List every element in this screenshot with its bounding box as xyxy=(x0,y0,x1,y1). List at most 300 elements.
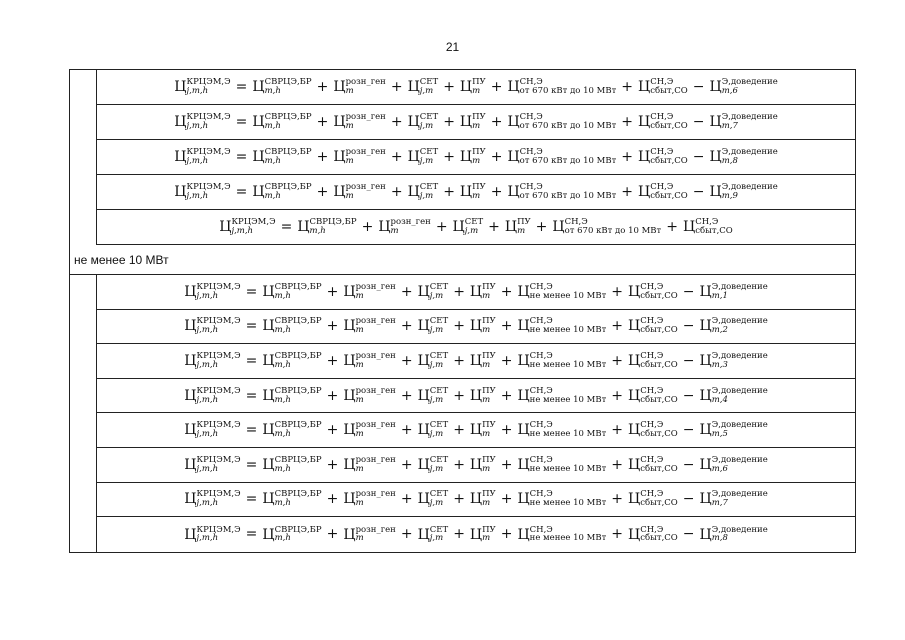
price-rozn-gen xyxy=(343,387,395,405)
price-formula xyxy=(174,148,777,166)
price-dovedenie-base: Ц xyxy=(709,184,722,200)
plus-sign: + xyxy=(400,318,413,335)
price-svrc-subscript: m,h xyxy=(274,359,291,370)
plus-sign: + xyxy=(500,491,513,508)
price-lhs-base: Ц xyxy=(174,149,187,165)
price-dovedenie xyxy=(700,283,768,301)
price-rozn-gen xyxy=(343,490,395,508)
price-sn-subscript: от 670 кВт до 10 МВт xyxy=(519,86,617,96)
price-dovedenie xyxy=(710,78,778,96)
price-rozn-gen-subscript: m xyxy=(345,121,354,131)
price-lhs-base: Ц xyxy=(174,114,187,130)
price-dovedenie-base: Ц xyxy=(699,526,712,543)
plus-sign: + xyxy=(500,318,513,335)
price-dovedenie xyxy=(700,526,768,544)
price-lhs-superscript: КРЦЭМ,Э xyxy=(196,454,241,465)
page-number: 21 xyxy=(445,40,460,54)
minus-sign: − xyxy=(692,79,705,95)
price-svrc-base: Ц xyxy=(262,491,275,508)
price-rozn-gen-superscript: розн_ген xyxy=(345,77,386,88)
price-rozn-gen xyxy=(343,421,395,439)
price-dovedenie-base: Ц xyxy=(699,318,712,335)
price-set-base: Ц xyxy=(407,114,420,130)
price-sn xyxy=(552,218,661,236)
price-sbyt xyxy=(638,113,688,131)
price-sn xyxy=(517,490,606,508)
price-svrc-subscript: m,h xyxy=(264,156,281,166)
price-lhs-subscript: j,m,h xyxy=(186,191,209,201)
price-rozn-gen-subscript: m xyxy=(390,226,399,236)
price-sbyt-base: Ц xyxy=(628,526,641,543)
price-formula xyxy=(184,352,767,370)
formula-row xyxy=(97,413,855,448)
price-set-subscript: j,m xyxy=(464,226,479,236)
price-lhs-superscript: КРЦЭМ,Э xyxy=(196,524,241,535)
price-sbyt-superscript: СН,Э xyxy=(640,385,664,396)
price-rozn-gen-subscript: m xyxy=(345,86,354,96)
price-svrc xyxy=(262,387,321,405)
price-set-subscript: j,m xyxy=(429,290,444,301)
price-sbyt-subscript: сбыт,СО xyxy=(650,121,688,131)
price-set-base: Ц xyxy=(452,219,465,235)
price-dovedenie xyxy=(700,317,768,335)
price-lhs-superscript: КРЦЭМ,Э xyxy=(196,420,241,431)
price-pu-superscript: ПУ xyxy=(482,454,496,465)
price-sn-base: Ц xyxy=(507,184,520,200)
price-lhs xyxy=(184,490,240,508)
price-sn-subscript: не менее 10 МВт xyxy=(529,290,607,301)
price-rozn-gen-base: Ц xyxy=(343,283,356,300)
price-sbyt-base: Ц xyxy=(638,79,651,95)
price-pu-subscript: m xyxy=(472,121,481,131)
price-lhs-subscript: j,m,h xyxy=(196,359,219,370)
plus-sign: + xyxy=(390,149,403,165)
plus-sign: + xyxy=(453,456,465,473)
price-set xyxy=(408,183,439,201)
price-sbyt-base: Ц xyxy=(628,318,641,335)
formula-row xyxy=(97,344,855,379)
plus-sign: + xyxy=(490,184,503,200)
price-rozn-gen xyxy=(343,283,395,301)
price-lhs-subscript: j,m,h xyxy=(196,498,219,509)
plus-sign: + xyxy=(500,283,513,300)
price-pu xyxy=(470,387,496,405)
price-sbyt-subscript: сбыт,СО xyxy=(650,191,688,201)
price-dovedenie xyxy=(710,148,778,166)
price-svrc-subscript: m,h xyxy=(264,86,281,96)
price-lhs-superscript: КРЦЭМ,Э xyxy=(186,182,231,193)
equals-sign: = xyxy=(245,352,258,369)
plus-sign: + xyxy=(453,318,465,335)
price-svrc-base: Ц xyxy=(252,184,265,200)
formula-row xyxy=(97,70,855,105)
price-sbyt-subscript: сбыт,СО xyxy=(650,156,688,166)
price-svrc-base: Ц xyxy=(262,422,275,439)
price-dovedenie-superscript: Э,доведение xyxy=(711,281,768,292)
price-sbyt-subscript: сбыт,СО xyxy=(640,429,678,440)
formula-row xyxy=(97,275,855,310)
price-sbyt xyxy=(628,421,678,439)
price-pu-subscript: m xyxy=(482,325,491,336)
price-rozn-gen xyxy=(333,113,385,131)
price-lhs-subscript: j,m,h xyxy=(186,156,209,166)
plus-sign: + xyxy=(611,456,624,473)
price-sn xyxy=(517,317,606,335)
price-set-subscript: j,m xyxy=(429,359,444,370)
price-rozn-gen xyxy=(333,183,385,201)
price-sn-superscript: СН,Э xyxy=(529,420,553,431)
price-rozn-gen-base: Ц xyxy=(343,526,356,543)
plus-sign: + xyxy=(390,114,403,130)
price-svrc-base: Ц xyxy=(262,352,275,369)
price-dovedenie xyxy=(710,183,778,201)
price-sbyt-superscript: СН,Э xyxy=(640,524,664,535)
price-rozn-gen xyxy=(343,526,395,544)
price-formula xyxy=(184,456,767,474)
plus-sign: + xyxy=(500,422,513,439)
price-rozn-gen-subscript: m xyxy=(355,498,364,509)
price-pu-superscript: ПУ xyxy=(472,182,486,193)
price-set xyxy=(408,113,439,131)
price-dovedenie-subscript: m,8 xyxy=(721,156,738,166)
price-lhs-subscript: j,m,h xyxy=(196,290,219,301)
price-set-superscript: СЕТ xyxy=(429,524,449,535)
equals-sign: = xyxy=(280,219,293,235)
price-rozn-gen xyxy=(343,352,395,370)
price-svrc xyxy=(252,78,311,96)
formula-row xyxy=(97,379,855,414)
plus-sign: + xyxy=(611,422,624,439)
price-pu-superscript: ПУ xyxy=(482,351,496,362)
price-sbyt-subscript: сбыт,СО xyxy=(640,463,678,474)
price-dovedenie xyxy=(700,456,768,474)
price-pu-subscript: m xyxy=(472,191,481,201)
price-set xyxy=(418,387,449,405)
price-sbyt xyxy=(628,283,678,301)
price-dovedenie-subscript: m,2 xyxy=(711,325,728,336)
price-dovedenie-superscript: Э,доведение xyxy=(711,420,768,431)
price-lhs-superscript: КРЦЭМ,Э xyxy=(186,147,231,158)
price-formula xyxy=(184,387,767,405)
price-pu-subscript: m xyxy=(482,359,491,370)
price-set-superscript: СЕТ xyxy=(419,112,439,123)
price-rozn-gen-base: Ц xyxy=(343,491,356,508)
price-pu-subscript: m xyxy=(482,394,491,405)
price-dovedenie xyxy=(710,113,778,131)
formula-row xyxy=(97,448,855,483)
price-sn-superscript: СН,Э xyxy=(529,454,553,465)
price-sbyt xyxy=(628,490,678,508)
price-sbyt xyxy=(683,218,733,236)
price-set-superscript: СЕТ xyxy=(429,385,449,396)
price-sbyt xyxy=(628,456,678,474)
price-dovedenie-superscript: Э,доведение xyxy=(711,351,768,362)
price-formula xyxy=(184,317,767,335)
price-set-superscript: СЕТ xyxy=(429,316,449,327)
price-svrc-superscript: СВРЦЭ,БР xyxy=(274,524,322,535)
price-sn xyxy=(507,148,616,166)
price-sn-base: Ц xyxy=(552,219,565,235)
price-sn-subscript: не менее 10 МВт xyxy=(529,394,607,405)
price-svrc-base: Ц xyxy=(297,219,310,235)
price-set-subscript: j,m xyxy=(419,86,434,96)
price-rozn-gen-superscript: розн_ген xyxy=(355,454,396,465)
price-lhs-subscript: j,m,h xyxy=(196,429,219,440)
price-sn-base: Ц xyxy=(517,283,530,300)
plus-sign: + xyxy=(621,79,634,95)
minus-sign: − xyxy=(682,318,695,335)
price-sbyt xyxy=(638,183,688,201)
price-sn-superscript: СН,Э xyxy=(519,147,543,158)
price-svrc xyxy=(297,218,356,236)
price-set xyxy=(408,148,439,166)
price-lhs-subscript: j,m,h xyxy=(186,86,209,96)
price-rozn-gen-base: Ц xyxy=(343,422,356,439)
price-svrc-base: Ц xyxy=(252,79,265,95)
price-set xyxy=(418,490,449,508)
price-dovedenie-superscript: Э,доведение xyxy=(711,316,768,327)
price-pu-base: Ц xyxy=(469,526,483,543)
price-rozn-gen-superscript: розн_ген xyxy=(355,489,396,500)
price-sbyt-superscript: СН,Э xyxy=(640,316,664,327)
price-lhs xyxy=(184,283,240,301)
price-svrc-base: Ц xyxy=(262,283,275,300)
plus-sign: + xyxy=(611,491,624,508)
price-formula xyxy=(184,526,767,544)
price-sn xyxy=(507,78,616,96)
plus-sign: + xyxy=(611,387,624,404)
price-pu-subscript: m xyxy=(472,86,481,96)
price-dovedenie-subscript: m,7 xyxy=(721,121,738,131)
price-set xyxy=(418,526,449,544)
price-sbyt xyxy=(628,317,678,335)
price-sn xyxy=(517,352,606,370)
price-sbyt-superscript: СН,Э xyxy=(640,454,664,465)
price-sbyt-base: Ц xyxy=(628,352,641,369)
price-svrc-superscript: СВРЦЭ,БР xyxy=(264,77,312,88)
plus-sign: + xyxy=(453,422,465,439)
price-sn-superscript: СН,Э xyxy=(519,182,543,193)
price-set-subscript: j,m xyxy=(429,498,444,509)
price-sbyt-base: Ц xyxy=(638,184,651,200)
price-dovedenie-base: Ц xyxy=(699,387,712,404)
price-svrc-subscript: m,h xyxy=(264,121,281,131)
price-sbyt-superscript: СН,Э xyxy=(650,77,674,88)
price-svrc-subscript: m,h xyxy=(274,325,291,336)
price-pu xyxy=(460,113,486,131)
equals-sign: = xyxy=(235,149,248,165)
price-dovedenie-subscript: m,1 xyxy=(711,290,728,301)
formula-row xyxy=(97,105,855,140)
price-pu-subscript: m xyxy=(482,429,491,440)
price-sbyt-base: Ц xyxy=(638,149,651,165)
price-sn-superscript: СН,Э xyxy=(529,489,553,500)
price-pu-base: Ц xyxy=(469,283,483,300)
price-set-superscript: СЕТ xyxy=(429,351,449,362)
price-sn-base: Ц xyxy=(517,352,530,369)
price-pu xyxy=(470,352,496,370)
price-sbyt xyxy=(628,352,678,370)
price-rozn-gen-superscript: розн_ген xyxy=(355,385,396,396)
price-svrc-base: Ц xyxy=(262,318,275,335)
price-formula xyxy=(219,218,733,236)
plus-sign: + xyxy=(490,79,503,95)
plus-sign: + xyxy=(611,283,624,300)
plus-sign: + xyxy=(326,422,339,439)
price-rozn-gen-superscript: розн_ген xyxy=(355,316,396,327)
price-dovedenie-superscript: Э,доведение xyxy=(721,182,778,193)
price-set-subscript: j,m xyxy=(429,533,444,544)
plus-sign: + xyxy=(453,283,465,300)
price-svrc-superscript: СВРЦЭ,БР xyxy=(274,385,322,396)
price-sn xyxy=(517,421,606,439)
plus-sign: + xyxy=(621,149,634,165)
price-svrc-superscript: СВРЦЭ,БР xyxy=(274,420,322,431)
price-lhs-base: Ц xyxy=(174,79,187,95)
price-set xyxy=(418,352,449,370)
price-lhs xyxy=(174,78,230,96)
plus-sign: + xyxy=(326,352,339,369)
price-set-superscript: СЕТ xyxy=(429,454,449,465)
plus-sign: + xyxy=(316,149,329,165)
price-svrc-base: Ц xyxy=(262,387,275,404)
price-lhs xyxy=(184,352,240,370)
price-sbyt-base: Ц xyxy=(628,283,641,300)
minus-sign: − xyxy=(682,526,695,543)
equals-sign: = xyxy=(235,184,248,200)
price-pu-base: Ц xyxy=(459,79,473,95)
formula-row xyxy=(97,517,855,552)
price-dovedenie-subscript: m,5 xyxy=(711,429,728,440)
price-lhs-superscript: КРЦЭМ,Э xyxy=(196,351,241,362)
price-rozn-gen-superscript: розн_ген xyxy=(355,524,396,535)
price-rozn-gen-base: Ц xyxy=(333,184,346,200)
plus-sign: + xyxy=(316,184,329,200)
equals-sign: = xyxy=(245,491,258,508)
price-dovedenie xyxy=(700,387,768,405)
price-pu xyxy=(470,317,496,335)
price-sn xyxy=(517,283,606,301)
price-sbyt-base: Ц xyxy=(628,491,641,508)
price-dovedenie xyxy=(700,352,768,370)
section-row xyxy=(70,245,855,275)
price-lhs-base: Ц xyxy=(184,283,197,300)
price-pu-subscript: m xyxy=(517,226,526,236)
price-sbyt-subscript: сбыт,СО xyxy=(640,325,678,336)
price-lhs-superscript: КРЦЭМ,Э xyxy=(196,316,241,327)
price-rozn-gen-superscript: розн_ген xyxy=(355,351,396,362)
price-sbyt-base: Ц xyxy=(628,387,641,404)
price-rozn-gen-superscript: розн_ген xyxy=(355,281,396,292)
price-dovedenie-base: Ц xyxy=(709,79,722,95)
price-rozn-gen-superscript: розн_ген xyxy=(355,420,396,431)
price-rozn-gen-subscript: m xyxy=(355,429,364,440)
price-set-subscript: j,m xyxy=(429,394,444,405)
price-rozn-gen xyxy=(343,317,395,335)
price-rozn-gen-subscript: m xyxy=(355,533,364,544)
plus-sign: + xyxy=(316,79,329,95)
price-svrc-subscript: m,h xyxy=(264,191,281,201)
price-rozn-gen-subscript: m xyxy=(345,156,354,166)
price-set-superscript: СЕТ xyxy=(419,147,439,158)
price-lhs-base: Ц xyxy=(184,526,197,543)
price-svrc-subscript: m,h xyxy=(274,533,291,544)
price-dovedenie-base: Ц xyxy=(699,422,712,439)
price-svrc xyxy=(262,283,321,301)
price-rozn-gen xyxy=(333,148,385,166)
price-set-base: Ц xyxy=(417,456,430,473)
price-lhs-subscript: j,m,h xyxy=(196,463,219,474)
price-set xyxy=(418,317,449,335)
price-sn-subscript: от 670 кВт до 10 МВт xyxy=(519,156,617,166)
price-set-superscript: СЕТ xyxy=(419,182,439,193)
price-set-base: Ц xyxy=(417,491,430,508)
plus-sign: + xyxy=(490,149,503,165)
price-rozn-gen xyxy=(343,456,395,474)
formula-row xyxy=(97,310,855,345)
price-set xyxy=(418,421,449,439)
price-sn xyxy=(517,456,606,474)
plus-sign: + xyxy=(435,219,448,235)
price-svrc xyxy=(252,183,311,201)
price-pu-base: Ц xyxy=(469,318,483,335)
price-svrc-superscript: СВРЦЭ,БР xyxy=(274,489,322,500)
price-rozn-gen-base: Ц xyxy=(333,149,346,165)
minus-sign: − xyxy=(692,114,705,130)
price-rozn-gen-superscript: розн_ген xyxy=(345,147,386,158)
price-formula xyxy=(184,490,767,508)
plus-sign: + xyxy=(400,422,413,439)
price-pu-subscript: m xyxy=(482,463,491,474)
price-pu-base: Ц xyxy=(469,352,483,369)
price-lhs xyxy=(184,387,240,405)
price-sn-superscript: СН,Э xyxy=(529,524,553,535)
price-pu-base: Ц xyxy=(459,114,473,130)
price-sbyt-superscript: СН,Э xyxy=(640,420,664,431)
price-dovedenie-subscript: m,7 xyxy=(711,498,728,509)
plus-sign: + xyxy=(443,149,455,165)
price-svrc xyxy=(262,352,321,370)
price-sn-superscript: СН,Э xyxy=(529,281,553,292)
price-svrc xyxy=(252,113,311,131)
price-sn-superscript: СН,Э xyxy=(519,77,543,88)
price-sn-base: Ц xyxy=(507,114,520,130)
price-set-base: Ц xyxy=(417,283,430,300)
price-rozn-gen-base: Ц xyxy=(343,318,356,335)
price-lhs-superscript: КРЦЭМ,Э xyxy=(196,385,241,396)
price-set-base: Ц xyxy=(417,318,430,335)
price-pu-superscript: ПУ xyxy=(472,147,486,158)
price-set-superscript: СЕТ xyxy=(429,420,449,431)
price-sn-subscript: не менее 10 МВт xyxy=(529,359,607,370)
price-sbyt-subscript: сбыт,СО xyxy=(640,394,678,405)
price-pu-superscript: ПУ xyxy=(482,489,496,500)
price-pu-subscript: m xyxy=(482,498,491,509)
price-pu-base: Ц xyxy=(469,491,483,508)
plus-sign: + xyxy=(326,387,339,404)
price-dovedenie-base: Ц xyxy=(699,491,712,508)
price-lhs-base: Ц xyxy=(174,184,187,200)
price-rozn-gen-subscript: m xyxy=(345,191,354,201)
minus-sign: − xyxy=(692,184,705,200)
price-sn-subscript: не менее 10 МВт xyxy=(529,533,607,544)
plus-sign: + xyxy=(443,184,455,200)
plus-sign: + xyxy=(400,526,413,543)
price-set xyxy=(408,78,439,96)
price-formula xyxy=(184,283,767,301)
price-pu-superscript: ПУ xyxy=(482,420,496,431)
price-sn-base: Ц xyxy=(507,79,520,95)
